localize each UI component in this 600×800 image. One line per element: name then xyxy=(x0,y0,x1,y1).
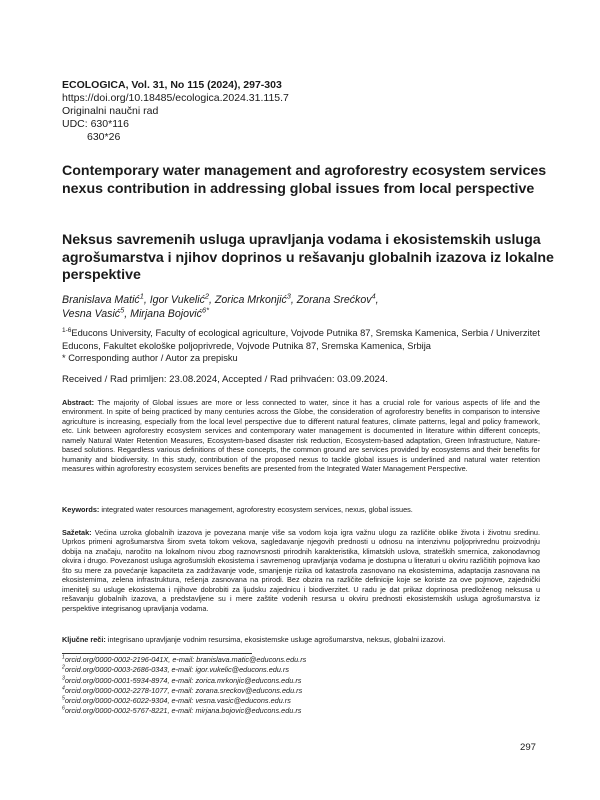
affiliation-sup: 1-6 xyxy=(62,326,72,334)
footnote-item xyxy=(62,706,306,716)
keywords xyxy=(62,505,540,514)
footnote-item xyxy=(62,676,306,686)
author-name: Zorica Mrkonjić xyxy=(214,294,287,306)
keywords-text: integrated water resources management, agroforestry ecosystem services, nexus, global issues. xyxy=(99,505,413,514)
title-serbian: Neksus savremenih usluga upravljanja vodama i ekosistemskih usluga agrošumarstva i njihov doprinos u rešavanju globalnih izazova iz lokalne perspektive xyxy=(62,232,554,283)
affiliation-text: Educons University, Faculty of ecological agriculture, Vojvode Putnika 87, Sremska Kamenica, Serbia / Univerzitet Educons, Fakultet ekološke poljoprivrede, Vojvode Putnika 87, Sremska Kamenica, Srbija xyxy=(62,328,540,351)
author-name: Branislava Matić xyxy=(62,294,140,306)
footnote-divider xyxy=(62,653,252,654)
abstract xyxy=(62,398,540,474)
footnote-text[interactable]: orcid.org/0000-0002-2196-041X, e-mail: branislava.matic@educons.edu.rs xyxy=(64,655,307,664)
title-english: Contemporary water management and agroforestry ecosystem services nexus contribution in addressing global issues from local perspective xyxy=(62,163,547,197)
sazetak-text: Većina uzroka globalnih izazova je povezana manje više sa vodom koja igra važnu ulogu za različite oblike života i životnu sredinu. Uprkos primeni agrošumarstva širom sveta tokom vekova, sagledavanje njegovih prednosti u odnosu na intenzivnu poljoprivrednu proizvodnju dobija na značaju, naročito na lokalnom nivou zbog raznovrsnosti prirodnih karakteristika, klimatskih uslova, strateških smernica, zakonodavnog okvira i drugo. Povezanost usluga agrošumskih ekosistema i savremenog upravljanja vodama je dostupna u literaturi u okviru različitih pojmova kao što su mere za povećanje kapaciteta za zadržavanje vode, smanjenje rizika od katastrofa zasnovano na ekosistemima, adaptacija zasnovana na ekosistemima, zelena infrastruktura, rešenja zasnovana na prirodi. Bez obzira na različite definicije koje se koriste za ove pojmove, zajednički imenitelj su usluge ekosistema i njihove dobrobiti za ljudsku zajednicu i biodiverzitet. U radu je dat prikaz doprinosa predloženog neksusa u rešavanju globalnih izazova, a predstavljene su i mere zaštite vodenih resursa u okviru prednosti ekosistemskih usluga agrošumarstva iz perspektive integrisanog upravljanja vodama. xyxy=(62,528,540,613)
footnote-text[interactable]: orcid.org/0000-0002-5767-8221, e-mail: mirjana.bojovic@educons.edu.rs xyxy=(64,706,302,716)
footnote-item xyxy=(62,655,306,665)
footnote-item xyxy=(62,665,306,675)
affiliation xyxy=(62,327,552,352)
received-dates: Received / Rad primljen: 23.08.2024, Accepted / Rad prihvaćen: 03.09.2024. xyxy=(62,374,388,385)
sazetak xyxy=(62,528,540,613)
kljucne-text: integrisano upravljanje vodnim resursima, ekosistemske usluge agrošumarstva, neksus, globalni izazovi. xyxy=(105,635,446,644)
doi-link[interactable]: https://doi.org/10.18485/ecologica.2024.31.115.7 xyxy=(62,92,289,104)
author-list: Branislava Matić$^1$, Igor Vukelić$^2$, Zorica Mrkonjić$^3$, Zorana Srećkov$^4$, Vesna Vasić$^5$, Mirjana Bojović$^{6*}$ xyxy=(62,291,379,320)
author-sup: 3 xyxy=(286,291,291,301)
sazetak-label: Sažetak: xyxy=(62,528,92,537)
footnotes xyxy=(62,655,306,717)
kljucne-reci xyxy=(62,635,540,644)
author-sup: 1 xyxy=(139,291,144,301)
footnote-text[interactable]: orcid.org/0000-0002-6022-9304, e-mail: vesna.vasic@educons.edu.rs xyxy=(64,696,291,706)
footnote-sup: 6 xyxy=(62,706,65,713)
footnote-sup: 4 xyxy=(62,685,65,692)
footnote-item xyxy=(62,686,306,696)
article-header xyxy=(62,79,289,144)
author-sup: 6* xyxy=(201,304,209,314)
author-name: Igor Vukelić xyxy=(149,294,205,306)
udc-code: UDC: 630*116 xyxy=(62,118,129,130)
footnote-item xyxy=(62,696,306,706)
kljucne-label: Ključne reči: xyxy=(62,635,106,644)
article-type: Originalni naučni rad xyxy=(62,105,159,117)
author-sup: 5 xyxy=(120,304,125,314)
page-number: 297 xyxy=(520,742,537,753)
author-name: Zorana Srećkov xyxy=(296,294,372,306)
footnote-text[interactable]: orcid.org/0000-0001-5934-8974, e-mail: zorica.mrkonjic@educons.edu.rs xyxy=(64,675,302,685)
footnote-text[interactable]: orcid.org/0000-0003-2686-0343, e-mail: igor.vukelic@educons.edu.rs xyxy=(64,665,289,675)
footnote-sup: 5 xyxy=(62,695,65,702)
footnote-sup: 2 xyxy=(62,664,65,671)
author-name: Mirjana Bojović xyxy=(130,307,202,320)
author-sup: 4 xyxy=(371,291,376,301)
corresponding-author-note: * Corresponding author / Autor za prepisku xyxy=(62,353,238,363)
author-name: Vesna Vasić xyxy=(62,307,121,320)
journal-citation: ECOLOGICA, Vol. 31, No 115 (2024), 297-303 xyxy=(62,79,282,91)
abstract-text: The majority of Global issues are more or less connected to water, since it has a crucial role for various aspects of life and the environment. In spite of being practiced by many centuries across the Globe, the consideration of agroforestry benefits in comparison to intensive agriculture is increasing, especially from the local level perspective due to different natural features, climate patterns, legal and policy framework, etc. Link between agroforestry ecosystem services and contemporary water management is documented in literature within different concepts, namely Natural Water Retention Measures, Ecosystem-based disaster risk reduction, Ecosystem-based adaptation, Green Infrastructure, Nature-based solutions. Regardless various definitions of these concepts, the common ground are services provided by ecosystems and their benefits for humanity and biodiversity. In this study, contribution of the proposed nexus to tackle global issues is underlined and natural water retention measures within agroforestry ecosystem services benefits are presented from the Integrated Water Management Perspective. xyxy=(62,398,540,474)
footnote-sup: 1 xyxy=(62,654,65,661)
footnote-text[interactable]: orcid.org/0000-0002-2278-1077, e-mail: zorana.sreckov@educons.edu.rs xyxy=(64,685,303,695)
keywords-label: Keywords: xyxy=(62,505,100,514)
abstract-label: Abstract: xyxy=(62,398,95,407)
author-sup: 2 xyxy=(204,291,210,301)
udc-code-secondary: 630*26 xyxy=(87,131,121,143)
footnote-sup: 3 xyxy=(62,675,65,682)
